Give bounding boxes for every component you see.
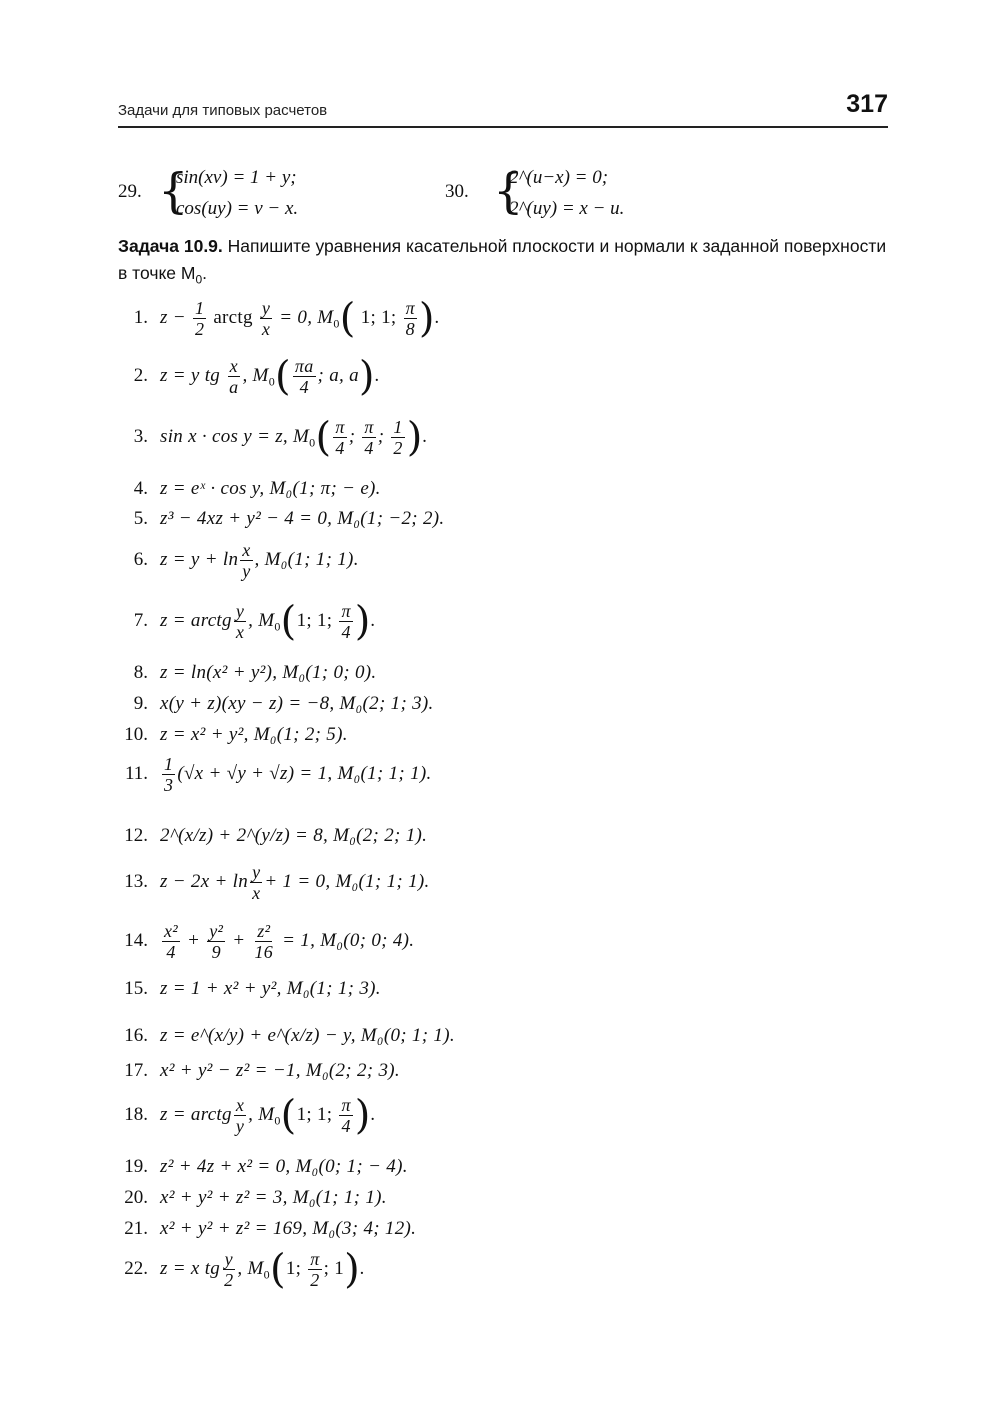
numerator: π xyxy=(341,1094,351,1115)
fraction xyxy=(293,356,316,397)
running-title: Задачи для типовых расчетов xyxy=(118,102,328,119)
list-item xyxy=(110,972,381,1006)
denominator: 4 xyxy=(341,1115,351,1136)
list-item xyxy=(110,918,414,964)
denominator: x xyxy=(235,621,245,642)
denominator: 4 xyxy=(299,376,309,397)
list-item xyxy=(110,296,440,340)
equation xyxy=(160,754,432,795)
paren: ( xyxy=(280,1092,297,1138)
eq-text: , M xyxy=(248,609,275,631)
eq-text: , M₀(1; 1; 1). xyxy=(254,548,359,570)
equation: x² + y² + z² = 169, M₀(3; 4; 12). xyxy=(160,1218,417,1239)
fraction xyxy=(234,1095,246,1136)
eq-text: arctg xyxy=(213,306,253,328)
eq-text: + 1 = 0, M₀(1; 1; 1). xyxy=(264,870,430,892)
fraction xyxy=(339,601,352,642)
subscript: 0 xyxy=(268,374,275,389)
eq-text: z − 2x + ln xyxy=(160,870,249,892)
equation: z = 1 + x² + y², M₀(1; 1; 3). xyxy=(160,978,381,999)
item-number: 5. xyxy=(133,508,148,529)
item-number: 2. xyxy=(133,365,148,386)
denominator: 2 xyxy=(310,1269,320,1290)
fraction xyxy=(404,298,417,339)
denominator: x xyxy=(252,882,261,903)
eq-text: sin x · cos y = z, M xyxy=(160,425,310,447)
numerator: π xyxy=(364,416,374,437)
eq-text: z − xyxy=(160,306,186,328)
list-item xyxy=(110,1181,387,1215)
numerator: π xyxy=(310,1248,320,1269)
denominator: 8 xyxy=(405,318,415,339)
subscript: 0 xyxy=(274,619,281,634)
item-number: 12. xyxy=(124,825,148,846)
numerator: πa xyxy=(294,355,314,376)
item-number: 20. xyxy=(124,1187,148,1208)
equation: x² + y² − z² = −1, M₀(2; 2; 3). xyxy=(160,1060,400,1081)
fraction xyxy=(222,1249,235,1290)
list-item xyxy=(110,816,427,856)
item-number: 11. xyxy=(124,763,148,784)
fraction xyxy=(227,356,240,397)
item-number: 14. xyxy=(124,930,148,951)
fraction xyxy=(162,921,180,962)
denominator: 3 xyxy=(164,774,174,795)
list-item xyxy=(110,1092,376,1138)
paren: ) xyxy=(406,414,423,460)
paren: ( xyxy=(275,353,291,399)
item-number: 29. xyxy=(118,181,142,202)
item-number: 17. xyxy=(124,1060,148,1081)
item-number: 4. xyxy=(133,478,148,499)
fraction xyxy=(162,754,175,795)
numerator: x xyxy=(242,539,251,560)
item-number: 7. xyxy=(133,610,148,631)
eq-text: , M xyxy=(242,364,269,386)
system-30 xyxy=(445,165,745,225)
list-item xyxy=(110,860,430,904)
eq-text: 1; xyxy=(285,1257,302,1279)
item-number: 22. xyxy=(124,1258,148,1279)
list-item xyxy=(110,718,348,752)
item-number: 9. xyxy=(133,693,148,714)
list-item xyxy=(110,538,359,582)
paren: ( xyxy=(315,414,332,460)
item-number: 13. xyxy=(124,871,148,892)
equation-line: 2^(uy) = x − u. xyxy=(509,198,625,219)
paren: ) xyxy=(358,353,375,399)
item-number: 16. xyxy=(124,1025,148,1046)
fraction xyxy=(234,601,246,642)
numerator: x² xyxy=(164,920,178,941)
fraction xyxy=(193,298,206,339)
equation: z³ − 4xz + y² − 4 = 0, M₀(1; −2; 2). xyxy=(160,508,445,529)
equation: z = arctg $\frac{y}{x}$ , $M_0(1$; 1; $\frac{\pi}{4}$ ). xyxy=(160,598,376,644)
equation: z = e^(x/y) + e^(x/z) − y, M₀(0; 1; 1). xyxy=(160,1025,455,1046)
eq-text: z = y + ln xyxy=(160,548,239,570)
equation: z = ln(x² + y²), M₀(1; 0; 0). xyxy=(160,662,377,683)
denominator: 9 xyxy=(211,941,221,962)
list-item xyxy=(110,354,380,398)
item-number: 15. xyxy=(124,978,148,999)
denominator: 2 xyxy=(224,1269,234,1290)
list-item xyxy=(110,1246,365,1292)
item-number: 3. xyxy=(133,426,148,447)
equation xyxy=(160,540,359,581)
eq-text: z = x tg xyxy=(160,1257,221,1279)
eq-text: , M xyxy=(248,1103,275,1125)
list-item xyxy=(110,1212,416,1246)
numerator: π xyxy=(335,416,345,437)
equation: z = x² + y², M₀(1; 2; 5). xyxy=(160,724,348,745)
paren: ) xyxy=(354,598,371,644)
list-item xyxy=(110,1054,400,1088)
equation: z = eˣ · cos y, M₀(1; π; − e). xyxy=(160,478,381,499)
numerator: z² xyxy=(257,920,271,941)
paren: ) xyxy=(344,1246,360,1292)
item-number: 8. xyxy=(133,662,148,683)
fraction xyxy=(308,1249,321,1290)
equation: z = arctg $\frac{x}{y}$ , $M_0(1$; 1; $\frac{\pi}{4}$ ). xyxy=(160,1092,376,1138)
list-item xyxy=(110,1018,455,1054)
numerator: π xyxy=(405,297,415,318)
numerator: 1 xyxy=(393,416,403,437)
numerator: y xyxy=(235,600,245,621)
paren: ) xyxy=(354,1092,371,1138)
equation: z² + 4z + x² = 0, M₀(0; 1; − 4). xyxy=(160,1156,408,1177)
eq-text: 1; 1; xyxy=(296,609,333,631)
subscript: 0 xyxy=(263,1267,270,1282)
numerator: x xyxy=(235,1094,245,1115)
equation: x² + y² + z² = 3, M₀(1; 1; 1). xyxy=(160,1187,387,1208)
denominator: 2 xyxy=(393,437,403,458)
fraction xyxy=(240,540,252,581)
list-item xyxy=(110,656,376,690)
eq-text: = 0, M xyxy=(279,306,334,328)
equation: sin x · cos y = z, $M_0$( $\frac{\pi}{4}$ ; $\frac{\pi}{4}$ ; $\frac{1}{2}$ ). xyxy=(160,414,428,460)
subscript: 0 xyxy=(309,435,316,450)
item-number: 30. xyxy=(445,181,469,202)
numerator: y xyxy=(252,861,261,882)
eq-text: (√x + √y + √z) = 1, M₀(1; 1; 1). xyxy=(177,762,432,784)
eq-text: , M xyxy=(237,1257,264,1279)
equation: z − $\frac{1}{2}$ arctg $\frac{y}{x}$ = 0, $M_0$( 1; 1; $\frac{\pi}{8}$ ). xyxy=(160,295,440,341)
numerator: y xyxy=(224,1248,233,1269)
fraction xyxy=(260,298,272,339)
subscript: 0 xyxy=(333,316,340,331)
fraction xyxy=(362,417,375,458)
denominator: 4 xyxy=(341,621,351,642)
system-29 xyxy=(118,165,418,225)
eq-text: 1; 1; xyxy=(360,306,397,328)
subscript: 0 xyxy=(274,1113,281,1128)
denominator: 16 xyxy=(254,941,274,962)
equation: x(y + z)(xy − z) = −8, M₀(2; 1; 3). xyxy=(160,693,434,714)
equation: z = x tg $\frac{y}{2}$ , $M_0(1$; $\frac{\pi}{2}$ ; 1). xyxy=(160,1246,366,1292)
denominator: 4 xyxy=(335,437,345,458)
task-subscript: 0 xyxy=(195,272,203,287)
equation xyxy=(160,862,430,903)
eq-text: ; 1 xyxy=(323,1257,345,1279)
equation-line: cos(uy) = v − x. xyxy=(176,198,299,219)
item-number: 21. xyxy=(124,1218,148,1239)
list-item xyxy=(110,414,428,460)
numerator: 1 xyxy=(194,297,205,318)
fraction xyxy=(207,921,225,962)
task-end: . xyxy=(202,263,208,283)
paren: ( xyxy=(280,598,297,644)
task-text: Напишите уравнения касательной плоскости и нормали к заданной поверхности в точке M xyxy=(118,236,887,283)
list-item xyxy=(110,687,434,721)
fraction xyxy=(250,862,262,903)
page-number: 317 xyxy=(846,90,888,118)
page-header xyxy=(118,92,888,128)
task-label: Задача 10.9. xyxy=(118,236,223,256)
eq-text: z = arctg xyxy=(160,1103,232,1125)
list-item xyxy=(110,1150,408,1184)
list-item xyxy=(110,472,381,506)
brace: { xyxy=(493,163,524,219)
eq-text: z = y tg xyxy=(160,364,221,386)
paren: ( xyxy=(269,1246,286,1292)
paren: ( xyxy=(339,295,356,341)
denominator: 4 xyxy=(364,437,374,458)
brace: { xyxy=(158,163,189,219)
equation-line: sin(xv) = 1 + y; xyxy=(176,167,297,188)
task-statement xyxy=(118,233,888,294)
list-item xyxy=(110,598,376,644)
eq-text: z = arctg xyxy=(160,609,232,631)
denominator: a xyxy=(229,376,239,397)
eq-text: = 1, M₀(0; 0; 4). xyxy=(282,929,415,951)
fraction xyxy=(333,417,346,458)
numerator: x xyxy=(229,355,238,376)
list-item xyxy=(110,752,432,796)
equation: 2^(x/z) + 2^(y/z) = 8, M₀(2; 2; 1). xyxy=(160,825,428,846)
eq-text: 1; 1; xyxy=(296,1103,333,1125)
denominator: 4 xyxy=(166,941,176,962)
item-number: 6. xyxy=(133,549,148,570)
denominator: x xyxy=(261,318,271,339)
item-number: 19. xyxy=(124,1156,148,1177)
item-number: 10. xyxy=(124,724,148,745)
numerator: y xyxy=(261,297,271,318)
equation: $\frac{\text{x²}}{4}$ + $\frac{\text{y²}}{9}$ + $\frac{\text{z²}}{16}$ = 1, M₀(0; 0; 4). xyxy=(164,920,415,962)
fraction xyxy=(339,1095,352,1136)
equation: z = y tg $\frac{x}{a}$ , $M_0$( $\frac{\pi a}{4}$ ; a, a). xyxy=(160,353,380,399)
eq-text: ; a, a xyxy=(317,364,359,386)
item-number: 18. xyxy=(124,1104,148,1125)
list-item xyxy=(110,502,444,536)
denominator: y xyxy=(242,560,251,581)
item-number: 1. xyxy=(133,307,148,328)
denominator: y xyxy=(235,1115,245,1136)
equation-line: 2^(u−x) = 0; xyxy=(509,167,609,188)
numerator: 1 xyxy=(164,753,174,774)
paren: ) xyxy=(418,295,435,341)
fraction xyxy=(252,921,275,962)
numerator: π xyxy=(341,600,351,621)
denominator: 2 xyxy=(194,318,205,339)
fraction xyxy=(391,417,404,458)
numerator: y² xyxy=(209,920,224,941)
